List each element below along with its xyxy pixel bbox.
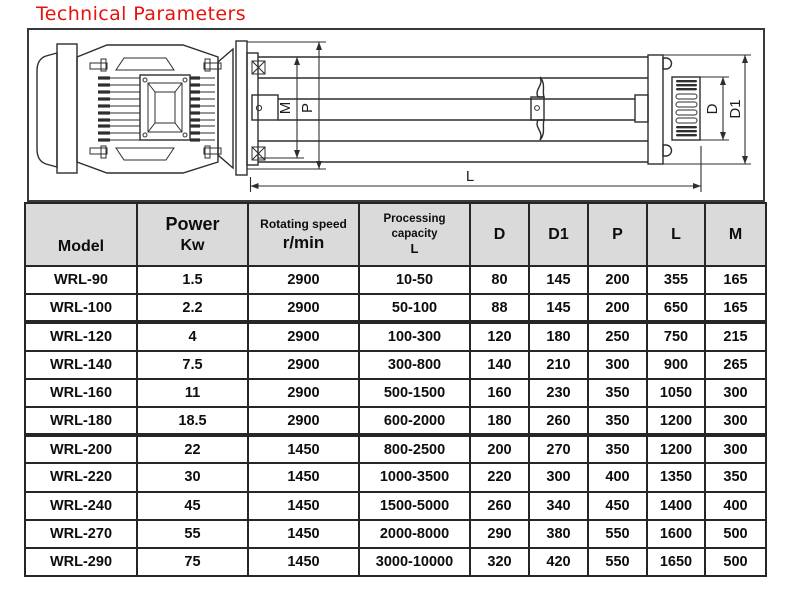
table-body: [25, 266, 766, 576]
table-cell: 10-50: [359, 266, 470, 294]
table-cell: 265: [705, 351, 766, 379]
table-cell: 1450: [248, 492, 359, 520]
motor: [37, 44, 233, 173]
table-cell: 75: [137, 548, 248, 576]
table-cell: 100-300: [359, 322, 470, 350]
table-cell: 1450: [248, 463, 359, 491]
dim-label-D: D: [704, 103, 721, 115]
table-cell: 45: [137, 492, 248, 520]
table-cell: 300: [705, 379, 766, 407]
table-cell: 600-2000: [359, 407, 470, 435]
table-cell: 400: [588, 463, 647, 491]
table-cell: 500: [705, 520, 766, 548]
table-cell: 1450: [248, 548, 359, 576]
table-cell: 120: [470, 322, 529, 350]
table-cell: WRL-240: [25, 492, 137, 520]
table-cell: 50-100: [359, 294, 470, 322]
table-cell: 3000-10000: [359, 548, 470, 576]
table-cell: 500-1500: [359, 379, 470, 407]
table-cell: 750: [647, 322, 705, 350]
table-cell: 320: [470, 548, 529, 576]
table-cell: 22: [137, 435, 248, 463]
table-cell: 145: [529, 294, 588, 322]
table-row: [25, 266, 766, 294]
table-cell: 900: [647, 351, 705, 379]
table-cell: 1200: [647, 407, 705, 435]
table-cell: 2000-8000: [359, 520, 470, 548]
table-cell: 55: [137, 520, 248, 548]
table-cell: 1400: [647, 492, 705, 520]
table-cell: 300-800: [359, 351, 470, 379]
table-cell: 400: [705, 492, 766, 520]
table-row: [25, 463, 766, 491]
table-cell: 2900: [248, 379, 359, 407]
table-cell: 200: [470, 435, 529, 463]
table-cell: 420: [529, 548, 588, 576]
dimension-D: [700, 77, 729, 140]
table-cell: 2900: [248, 266, 359, 294]
table-cell: WRL-120: [25, 322, 137, 350]
col-header-l: L: [647, 203, 705, 266]
dim-label-P: P: [299, 102, 316, 114]
table-row: [25, 351, 766, 379]
parameters-table: [24, 202, 767, 577]
table-cell: 1450: [248, 435, 359, 463]
table-cell: 260: [470, 492, 529, 520]
table-cell: 290: [470, 520, 529, 548]
table-cell: 350: [588, 379, 647, 407]
table-cell: 2.2: [137, 294, 248, 322]
header-row: [25, 203, 766, 266]
motor-terminal-box: [140, 75, 190, 140]
col-header-rotating-speed: Rotating speed r/min: [248, 203, 359, 266]
table-cell: 550: [588, 548, 647, 576]
table-cell: 165: [705, 294, 766, 322]
table-cell: WRL-140: [25, 351, 137, 379]
table-cell: 11: [137, 379, 248, 407]
col-header-m: M: [705, 203, 766, 266]
table-row: [25, 322, 766, 350]
table-cell: 260: [529, 407, 588, 435]
table-cell: 220: [470, 463, 529, 491]
table-cell: 88: [470, 294, 529, 322]
col-header-d: D: [470, 203, 529, 266]
table-cell: 160: [470, 379, 529, 407]
col-header-power: Power Kw: [137, 203, 248, 266]
table-cell: WRL-180: [25, 407, 137, 435]
table-cell: WRL-200: [25, 435, 137, 463]
table-cell: 800-2500: [359, 435, 470, 463]
table-cell: 1650: [647, 548, 705, 576]
table-cell: 145: [529, 266, 588, 294]
table-cell: 7.5: [137, 351, 248, 379]
table-cell: 4: [137, 322, 248, 350]
table-cell: 140: [470, 351, 529, 379]
table-cell: 1500-5000: [359, 492, 470, 520]
dim-label-D1: D1: [727, 99, 744, 119]
dim-label-M: M: [277, 101, 294, 115]
table-cell: 1350: [647, 463, 705, 491]
table-cell: 2900: [248, 351, 359, 379]
table-cell: 200: [588, 294, 647, 322]
table-cell: 165: [705, 266, 766, 294]
motor-fins-right: [190, 76, 215, 141]
table-cell: 1200: [647, 435, 705, 463]
dim-label-L: L: [465, 168, 475, 185]
table-cell: 1.5: [137, 266, 248, 294]
table-cell: 550: [588, 520, 647, 548]
table-cell: 200: [588, 266, 647, 294]
table-cell: 2900: [248, 294, 359, 322]
col-header-p: P: [588, 203, 647, 266]
table-cell: 500: [705, 548, 766, 576]
table-row: [25, 520, 766, 548]
table-row: [25, 435, 766, 463]
table-cell: 2900: [248, 407, 359, 435]
motor-fins-left: [98, 76, 140, 141]
table-cell: 215: [705, 322, 766, 350]
table-cell: 270: [529, 435, 588, 463]
table-cell: 355: [647, 266, 705, 294]
table-cell: 180: [470, 407, 529, 435]
table-cell: 1050: [647, 379, 705, 407]
table-cell: 2900: [248, 322, 359, 350]
table-cell: 300: [529, 463, 588, 491]
mounting-flange: [236, 41, 278, 175]
table-cell: 80: [470, 266, 529, 294]
table-cell: 1450: [248, 520, 359, 548]
table-row: [25, 492, 766, 520]
technical-drawing: [0, 28, 790, 202]
table-cell: 250: [588, 322, 647, 350]
table-cell: 18.5: [137, 407, 248, 435]
table-row: [25, 407, 766, 435]
barrel-and-shaft: [258, 55, 672, 164]
table-row: [25, 548, 766, 576]
table-row: [25, 379, 766, 407]
table-cell: 650: [647, 294, 705, 322]
table-cell: 1600: [647, 520, 705, 548]
mixing-head: [672, 77, 700, 140]
table-cell: 450: [588, 492, 647, 520]
table-cell: 340: [529, 492, 588, 520]
page-title: Technical Parameters: [36, 3, 247, 25]
col-header-model: Model: [25, 203, 137, 266]
col-header-d1: D1: [529, 203, 588, 266]
table-cell: WRL-290: [25, 548, 137, 576]
table-cell: WRL-160: [25, 379, 137, 407]
col-header-processing-capacity: Processing capacity L: [359, 203, 470, 266]
table-cell: 1000-3500: [359, 463, 470, 491]
table-cell: 300: [705, 407, 766, 435]
table-cell: 210: [529, 351, 588, 379]
propeller: [531, 77, 544, 140]
table-cell: 350: [588, 435, 647, 463]
table-cell: 30: [137, 463, 248, 491]
table-cell: WRL-220: [25, 463, 137, 491]
table-cell: WRL-270: [25, 520, 137, 548]
table-cell: WRL-90: [25, 266, 137, 294]
table-cell: 300: [705, 435, 766, 463]
table-cell: 380: [529, 520, 588, 548]
table-cell: 230: [529, 379, 588, 407]
table-cell: WRL-100: [25, 294, 137, 322]
table-cell: 180: [529, 322, 588, 350]
table-cell: 300: [588, 351, 647, 379]
table-cell: 350: [588, 407, 647, 435]
table-cell: 350: [705, 463, 766, 491]
table-row: [25, 294, 766, 322]
